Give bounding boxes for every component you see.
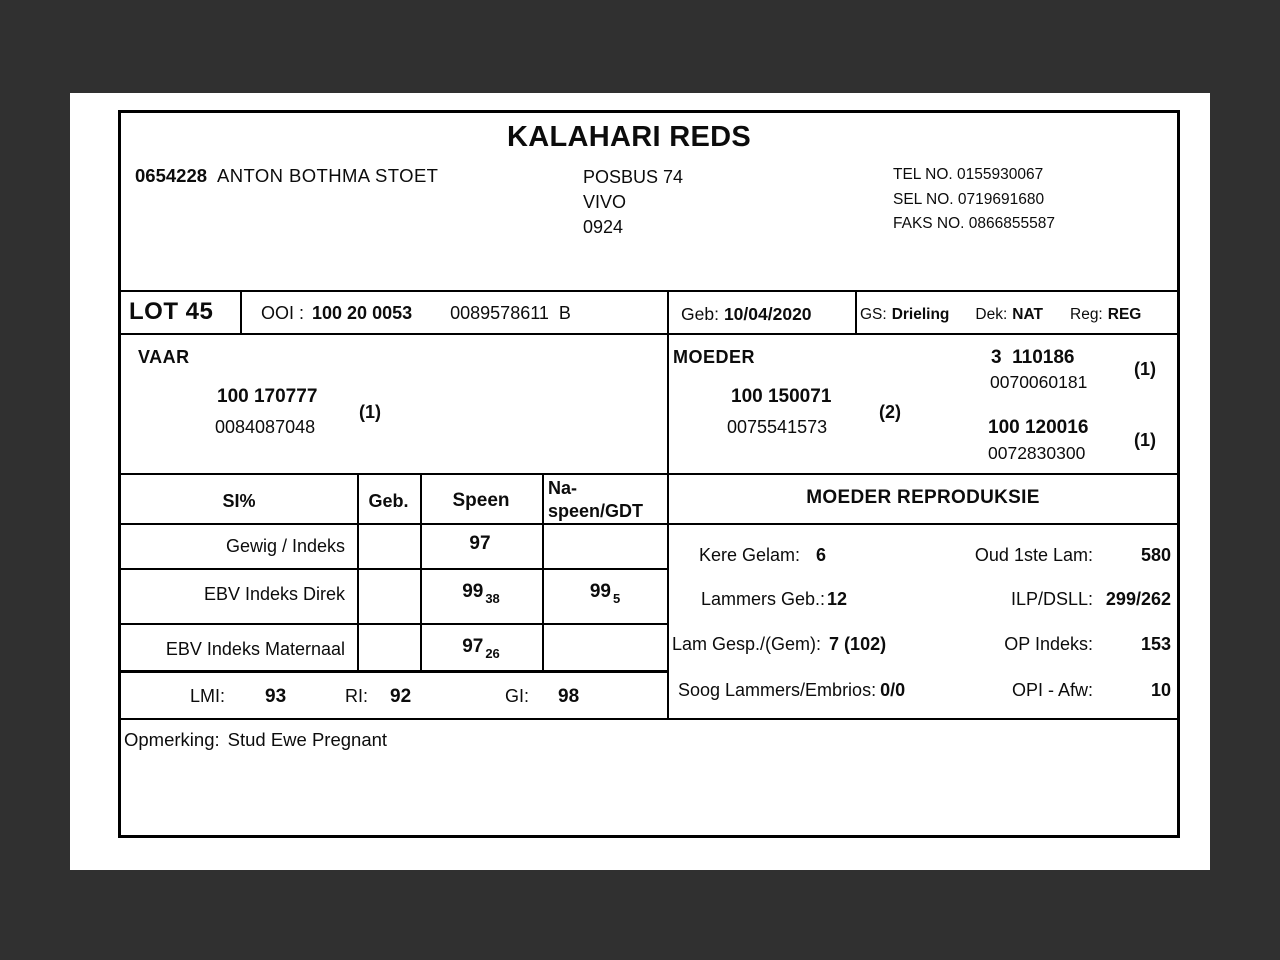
op-indeks-label: OP Indeks:: [1004, 634, 1093, 654]
opmerking-value: Stud Ewe Pregnant: [227, 729, 388, 750]
breeder-line: [135, 165, 438, 187]
ri-label: RI:: [345, 686, 369, 706]
grid-line-horizontal: [121, 290, 1177, 292]
reg-label: Reg:: [1070, 306, 1103, 323]
ewe-id-group: [261, 303, 571, 324]
repro-right-pair: [1011, 589, 1171, 610]
kere-gelam-value: 6: [816, 545, 827, 565]
repro-right-pair: [1004, 634, 1171, 655]
grid-line-vertical: [420, 473, 422, 673]
dam-registration: 0075541573: [727, 417, 828, 437]
repro-left-pair: [701, 589, 847, 610]
lam-gesp-value: 7 (102): [829, 634, 887, 654]
column-header-si: SI%: [222, 491, 256, 511]
dam-line1-number: 3 110186: [991, 347, 1075, 368]
dam-line2-registration: 0072830300: [988, 443, 1086, 463]
dam-line2-note: (1): [1134, 430, 1156, 450]
opi-afw-label: OPI - Afw:: [1011, 680, 1093, 700]
grid-line-vertical: [357, 473, 359, 673]
gi-value: 98: [558, 686, 580, 707]
dam-heading: MOEDER: [673, 347, 756, 367]
faks-line: FAKS NO. 0866855587: [893, 215, 1056, 232]
sire-heading: VAAR: [138, 347, 190, 367]
ooi-label: OOI :: [261, 303, 305, 323]
gi-label: GI:: [505, 686, 530, 706]
grid-line-horizontal: [121, 523, 1177, 525]
grid-line-horizontal: [121, 473, 1177, 475]
reproduction-row: [669, 589, 1177, 615]
repro-left-pair: [678, 680, 905, 701]
status-group: [860, 306, 1141, 324]
column-header-naspeen-line2: speen/GDT: [548, 501, 644, 521]
grid-line-vertical: [542, 473, 544, 673]
geb-label: Geb:: [681, 304, 719, 324]
dam-number: 100 150071: [731, 386, 832, 407]
catalog-card: [118, 110, 1180, 838]
column-header-geb: Geb.: [368, 491, 409, 511]
sel-line: SEL NO. 0719691680: [893, 190, 1045, 208]
cell-subscript: 38: [485, 591, 500, 606]
repro-right-pair: [975, 545, 1171, 566]
sire-registration: 0084087048: [215, 417, 316, 437]
tel-line: TEL NO. 0155930067: [893, 166, 1044, 183]
geb-value: 10/04/2020: [723, 304, 812, 324]
soog-lammers-label: Soog Lammers/Embrios:: [678, 680, 877, 700]
reproduction-row: [669, 545, 1177, 571]
repro-right-pair: [1012, 680, 1171, 701]
lmi-label: LMI:: [190, 686, 226, 706]
breeder-number: 0654228: [135, 165, 208, 186]
column-header-naspeen: [548, 477, 643, 523]
table-cell-speen: [420, 533, 542, 555]
reproduction-row: [669, 634, 1177, 660]
indices-row: [121, 686, 667, 716]
oud-1ste-lam-value: 580: [1140, 545, 1171, 565]
ilp-dsll-value: 299/262: [1105, 589, 1171, 609]
dam-line2-number: 100 120016: [988, 417, 1089, 438]
document-page: [70, 93, 1210, 870]
breeder-name: ANTON BOTHMA STOET: [217, 165, 439, 186]
cell-value: 97: [462, 636, 484, 657]
grid-line-horizontal: [121, 623, 669, 625]
gs-value: Drieling: [891, 306, 950, 323]
table-row-label: EBV Indeks Direk: [203, 584, 345, 604]
birthdate-group: [681, 304, 812, 325]
repro-left-pair: [672, 634, 886, 655]
reproduction-row: [669, 680, 1177, 706]
grid-line-vertical: [667, 290, 669, 720]
cell-value: 97: [469, 533, 491, 554]
cell-subscript: 26: [485, 646, 500, 661]
column-header-speen: Speen: [452, 490, 510, 511]
address-line-1: POSBUS 74: [583, 167, 684, 187]
kere-gelam-label: Kere Gelam:: [699, 545, 801, 565]
dek-value: NAT: [1012, 306, 1043, 323]
page-title: KALAHARI REDS: [507, 121, 751, 153]
cell-value: 99: [589, 581, 611, 602]
table-cell-speen: [420, 581, 542, 606]
dam-note: (2): [879, 402, 901, 422]
grid-line-horizontal: [121, 670, 669, 673]
lot-number: LOT 45: [129, 298, 214, 325]
soog-lammers-value: 0/0: [880, 680, 906, 700]
cell-value: 99: [462, 581, 484, 602]
contacts-block: [893, 163, 1055, 237]
dam-line1-note: (1): [1134, 359, 1156, 379]
lam-gesp-label: Lam Gesp./(Gem):: [672, 634, 822, 654]
gs-label: GS:: [860, 306, 887, 323]
address-line-3: 0924: [583, 217, 624, 237]
grid-line-horizontal: [121, 718, 1177, 720]
grid-line-horizontal: [121, 568, 669, 570]
dam-line1-registration: 0070060181: [990, 372, 1088, 392]
table-row-label: EBV Indeks Maternaal: [165, 639, 345, 659]
ooi-registration: 0089578611 B: [450, 303, 571, 323]
grid-line-vertical: [240, 290, 242, 335]
address-block: [583, 165, 683, 240]
reg-value: REG: [1107, 306, 1142, 323]
remarks-line: [124, 729, 387, 751]
ilp-dsll-label: ILP/DSLL:: [1010, 589, 1093, 609]
address-line-2: VIVO: [583, 192, 627, 212]
column-header-naspeen-line1: Na-: [548, 478, 578, 498]
opi-afw-value: 10: [1150, 680, 1171, 700]
cell-subscript: 5: [612, 591, 621, 606]
reproduction-section: [669, 473, 1177, 720]
table-cell-naspeen: [542, 581, 668, 606]
ooi-number: 100 20 0053: [312, 303, 413, 323]
sire-number: 100 170777: [217, 386, 318, 407]
reproduction-heading: MOEDER REPRODUKSIE: [806, 487, 1040, 508]
lammers-geb-label: Lammers Geb.:: [701, 589, 826, 609]
ri-value: 92: [390, 686, 412, 707]
table-cell-speen: [420, 636, 542, 661]
op-indeks-value: 153: [1140, 634, 1171, 654]
lammers-geb-value: 12: [827, 589, 848, 609]
oud-1ste-lam-label: Oud 1ste Lam:: [974, 545, 1093, 565]
sire-note: (1): [359, 402, 381, 422]
table-row-label: Gewig / Indeks: [225, 536, 345, 556]
lmi-value: 93: [265, 686, 287, 707]
grid-line-horizontal: [121, 333, 1177, 335]
grid-line-vertical: [855, 290, 857, 335]
opmerking-label: Opmerking:: [124, 729, 220, 750]
dek-label: Dek:: [975, 306, 1008, 323]
repro-left-pair: [699, 545, 826, 566]
